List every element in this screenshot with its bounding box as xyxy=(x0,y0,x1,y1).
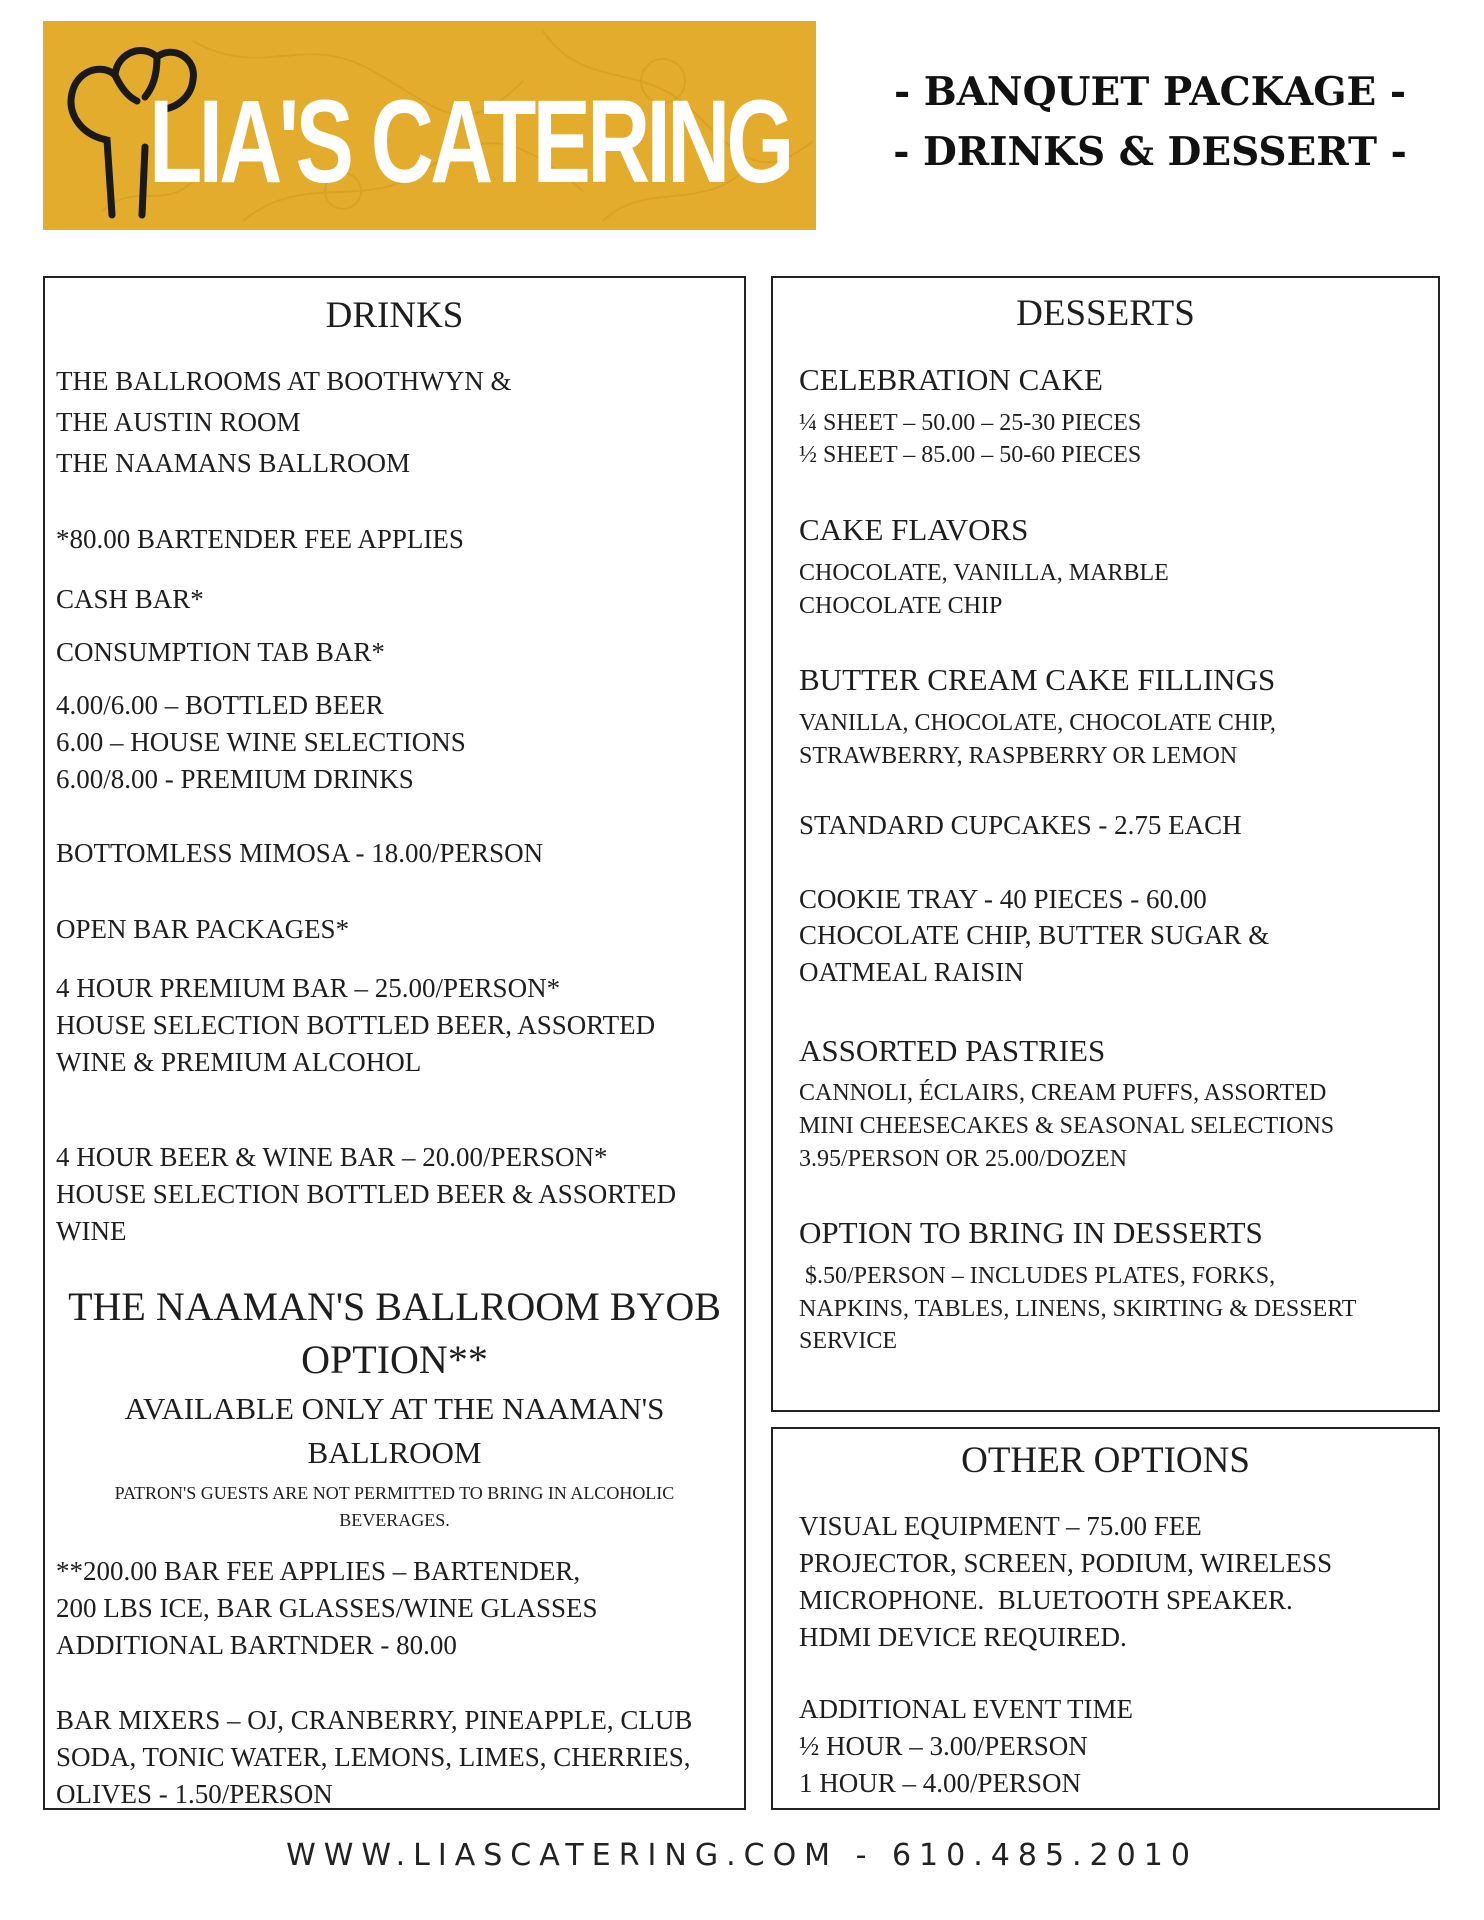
headline xyxy=(840,62,1460,182)
venue-line: THE NAAMANS BALLROOM xyxy=(56,448,411,478)
pastries-line: CANNOLI, ÉCLAIRS, CREAM PUFFS, ASSORTED xyxy=(799,1080,1327,1106)
bar-fee-line: **200.00 BAR FEE APPLIES – BARTENDER, xyxy=(56,1556,581,1586)
byob-heading: OPTION** xyxy=(301,1337,488,1382)
mixers-line: OLIVES - 1.50/PERSON xyxy=(56,1779,333,1809)
byob-heading: THE NAAMAN'S BALLROOM BYOB xyxy=(68,1284,721,1329)
visual-equipment-line: HDMI DEVICE REQUIRED. xyxy=(799,1622,1127,1652)
beer-wine-bar-line: 4 HOUR BEER & WINE BAR – 20.00/PERSON* xyxy=(56,1142,608,1172)
price-line: 6.00 – HOUSE WINE SELECTIONS xyxy=(56,727,466,757)
pastries-line: 3.95/PERSON OR 25.00/DOZEN xyxy=(799,1146,1128,1172)
logo-banner xyxy=(43,21,816,230)
venue-line: THE AUSTIN ROOM xyxy=(56,407,301,437)
other-options-title: OTHER OPTIONS xyxy=(961,1440,1250,1481)
consumption-tab-bar: CONSUMPTION TAB BAR* xyxy=(56,637,385,667)
event-time-line: ½ HOUR – 3.00/PERSON xyxy=(799,1731,1088,1761)
byob-note: BEVERAGES. xyxy=(339,1510,450,1530)
desserts-panel xyxy=(771,276,1440,1412)
byob-note: PATRON'S GUESTS ARE NOT PERMITTED TO BRING IN ALCOHOLIC xyxy=(114,1483,675,1503)
visual-equipment-line: VISUAL EQUIPMENT – 75.00 FEE xyxy=(799,1511,1202,1541)
beer-wine-bar-line: WINE xyxy=(56,1216,127,1246)
drinks-panel xyxy=(43,276,746,1810)
cookie-tray-line: OATMEAL RAISIN xyxy=(799,957,1024,987)
fillings-line: VANILLA, CHOCOLATE, CHOCOLATE CHIP, xyxy=(799,710,1276,736)
drinks-title: DRINKS xyxy=(325,295,464,336)
cake-flavors-heading: CAKE FLAVORS xyxy=(799,512,1029,547)
beer-wine-bar-line: HOUSE SELECTION BOTTLED BEER & ASSORTED xyxy=(56,1179,677,1209)
mixers-line: BAR MIXERS – OJ, CRANBERRY, PINEAPPLE, CLUB xyxy=(56,1705,693,1735)
footer-contact: WWW.LIASCATERING.COM - 610.485.2010 xyxy=(286,1838,1198,1873)
bar-fee-line: 200 LBS ICE, BAR GLASSES/WINE GLASSES xyxy=(56,1593,598,1623)
bring-in-heading: OPTION TO BRING IN DESSERTS xyxy=(799,1215,1263,1250)
visual-equipment-line: PROJECTOR, SCREEN, PODIUM, WIRELESS xyxy=(799,1548,1333,1578)
premium-bar-line: 4 HOUR PREMIUM BAR – 25.00/PERSON* xyxy=(56,973,561,1003)
cookie-tray-line: COOKIE TRAY - 40 PIECES - 60.00 xyxy=(799,884,1207,914)
cupcakes-line: STANDARD CUPCAKES - 2.75 EACH xyxy=(799,810,1242,840)
cookie-tray-line: CHOCOLATE CHIP, BUTTER SUGAR & xyxy=(799,920,1270,950)
desserts-title: DESSERTS xyxy=(1016,293,1195,334)
cake-flavors-line: CHOCOLATE, VANILLA, MARBLE xyxy=(799,560,1169,586)
premium-bar-line: WINE & PREMIUM ALCOHOL xyxy=(56,1047,422,1077)
bring-in-line: $.50/PERSON – INCLUDES PLATES, FORKS, xyxy=(799,1263,1276,1289)
byob-availability: BALLROOM xyxy=(307,1435,482,1470)
celebration-cake-line: ¼ SHEET – 50.00 – 25-30 PIECES xyxy=(799,410,1142,436)
open-bar-heading: OPEN BAR PACKAGES* xyxy=(56,914,350,944)
celebration-cake-line: ½ SHEET – 85.00 – 50-60 PIECES xyxy=(799,442,1142,468)
pastries-heading: ASSORTED PASTRIES xyxy=(799,1033,1106,1068)
venue-line: THE BALLROOMS AT BOOTHWYN & xyxy=(56,366,512,396)
logo-wordmark: LIA'S CATERING xyxy=(149,76,791,208)
bartender-fee: *80.00 BARTENDER FEE APPLIES xyxy=(56,524,464,554)
headline-line-1: - BANQUET PACKAGE - xyxy=(893,69,1407,115)
visual-equipment-line: MICROPHONE. BLUETOOTH SPEAKER. xyxy=(799,1585,1293,1615)
bring-in-line: NAPKINS, TABLES, LINENS, SKIRTING & DESSERT xyxy=(799,1296,1357,1322)
event-time-line: 1 HOUR – 4.00/PERSON xyxy=(799,1768,1082,1798)
fillings-heading: BUTTER CREAM CAKE FILLINGS xyxy=(799,662,1276,697)
price-line: 4.00/6.00 – BOTTLED BEER xyxy=(56,690,384,720)
headline-line-2: - DRINKS & DESSERT - xyxy=(893,129,1407,175)
premium-bar-line: HOUSE SELECTION BOTTLED BEER, ASSORTED xyxy=(56,1010,656,1040)
price-line: 6.00/8.00 - PREMIUM DRINKS xyxy=(56,764,414,794)
celebration-cake-heading: CELEBRATION CAKE xyxy=(799,362,1103,397)
mimosa-line: BOTTOMLESS MIMOSA - 18.00/PERSON xyxy=(56,838,544,868)
mixers-line: SODA, TONIC WATER, LEMONS, LIMES, CHERRIES, xyxy=(56,1742,691,1772)
bring-in-line: SERVICE xyxy=(799,1328,898,1354)
event-time-line: ADDITIONAL EVENT TIME xyxy=(799,1694,1133,1724)
cake-flavors-line: CHOCOLATE CHIP xyxy=(799,593,1003,619)
byob-availability: AVAILABLE ONLY AT THE NAAMAN'S xyxy=(124,1391,665,1426)
other-options-panel xyxy=(771,1427,1440,1810)
bar-fee-line: ADDITIONAL BARTNDER - 80.00 xyxy=(56,1630,457,1660)
cash-bar: CASH BAR* xyxy=(56,584,204,614)
fillings-line: STRAWBERRY, RASPBERRY OR LEMON xyxy=(799,743,1238,769)
pastries-line: MINI CHEESECAKES & SEASONAL SELECTIONS xyxy=(799,1113,1335,1139)
